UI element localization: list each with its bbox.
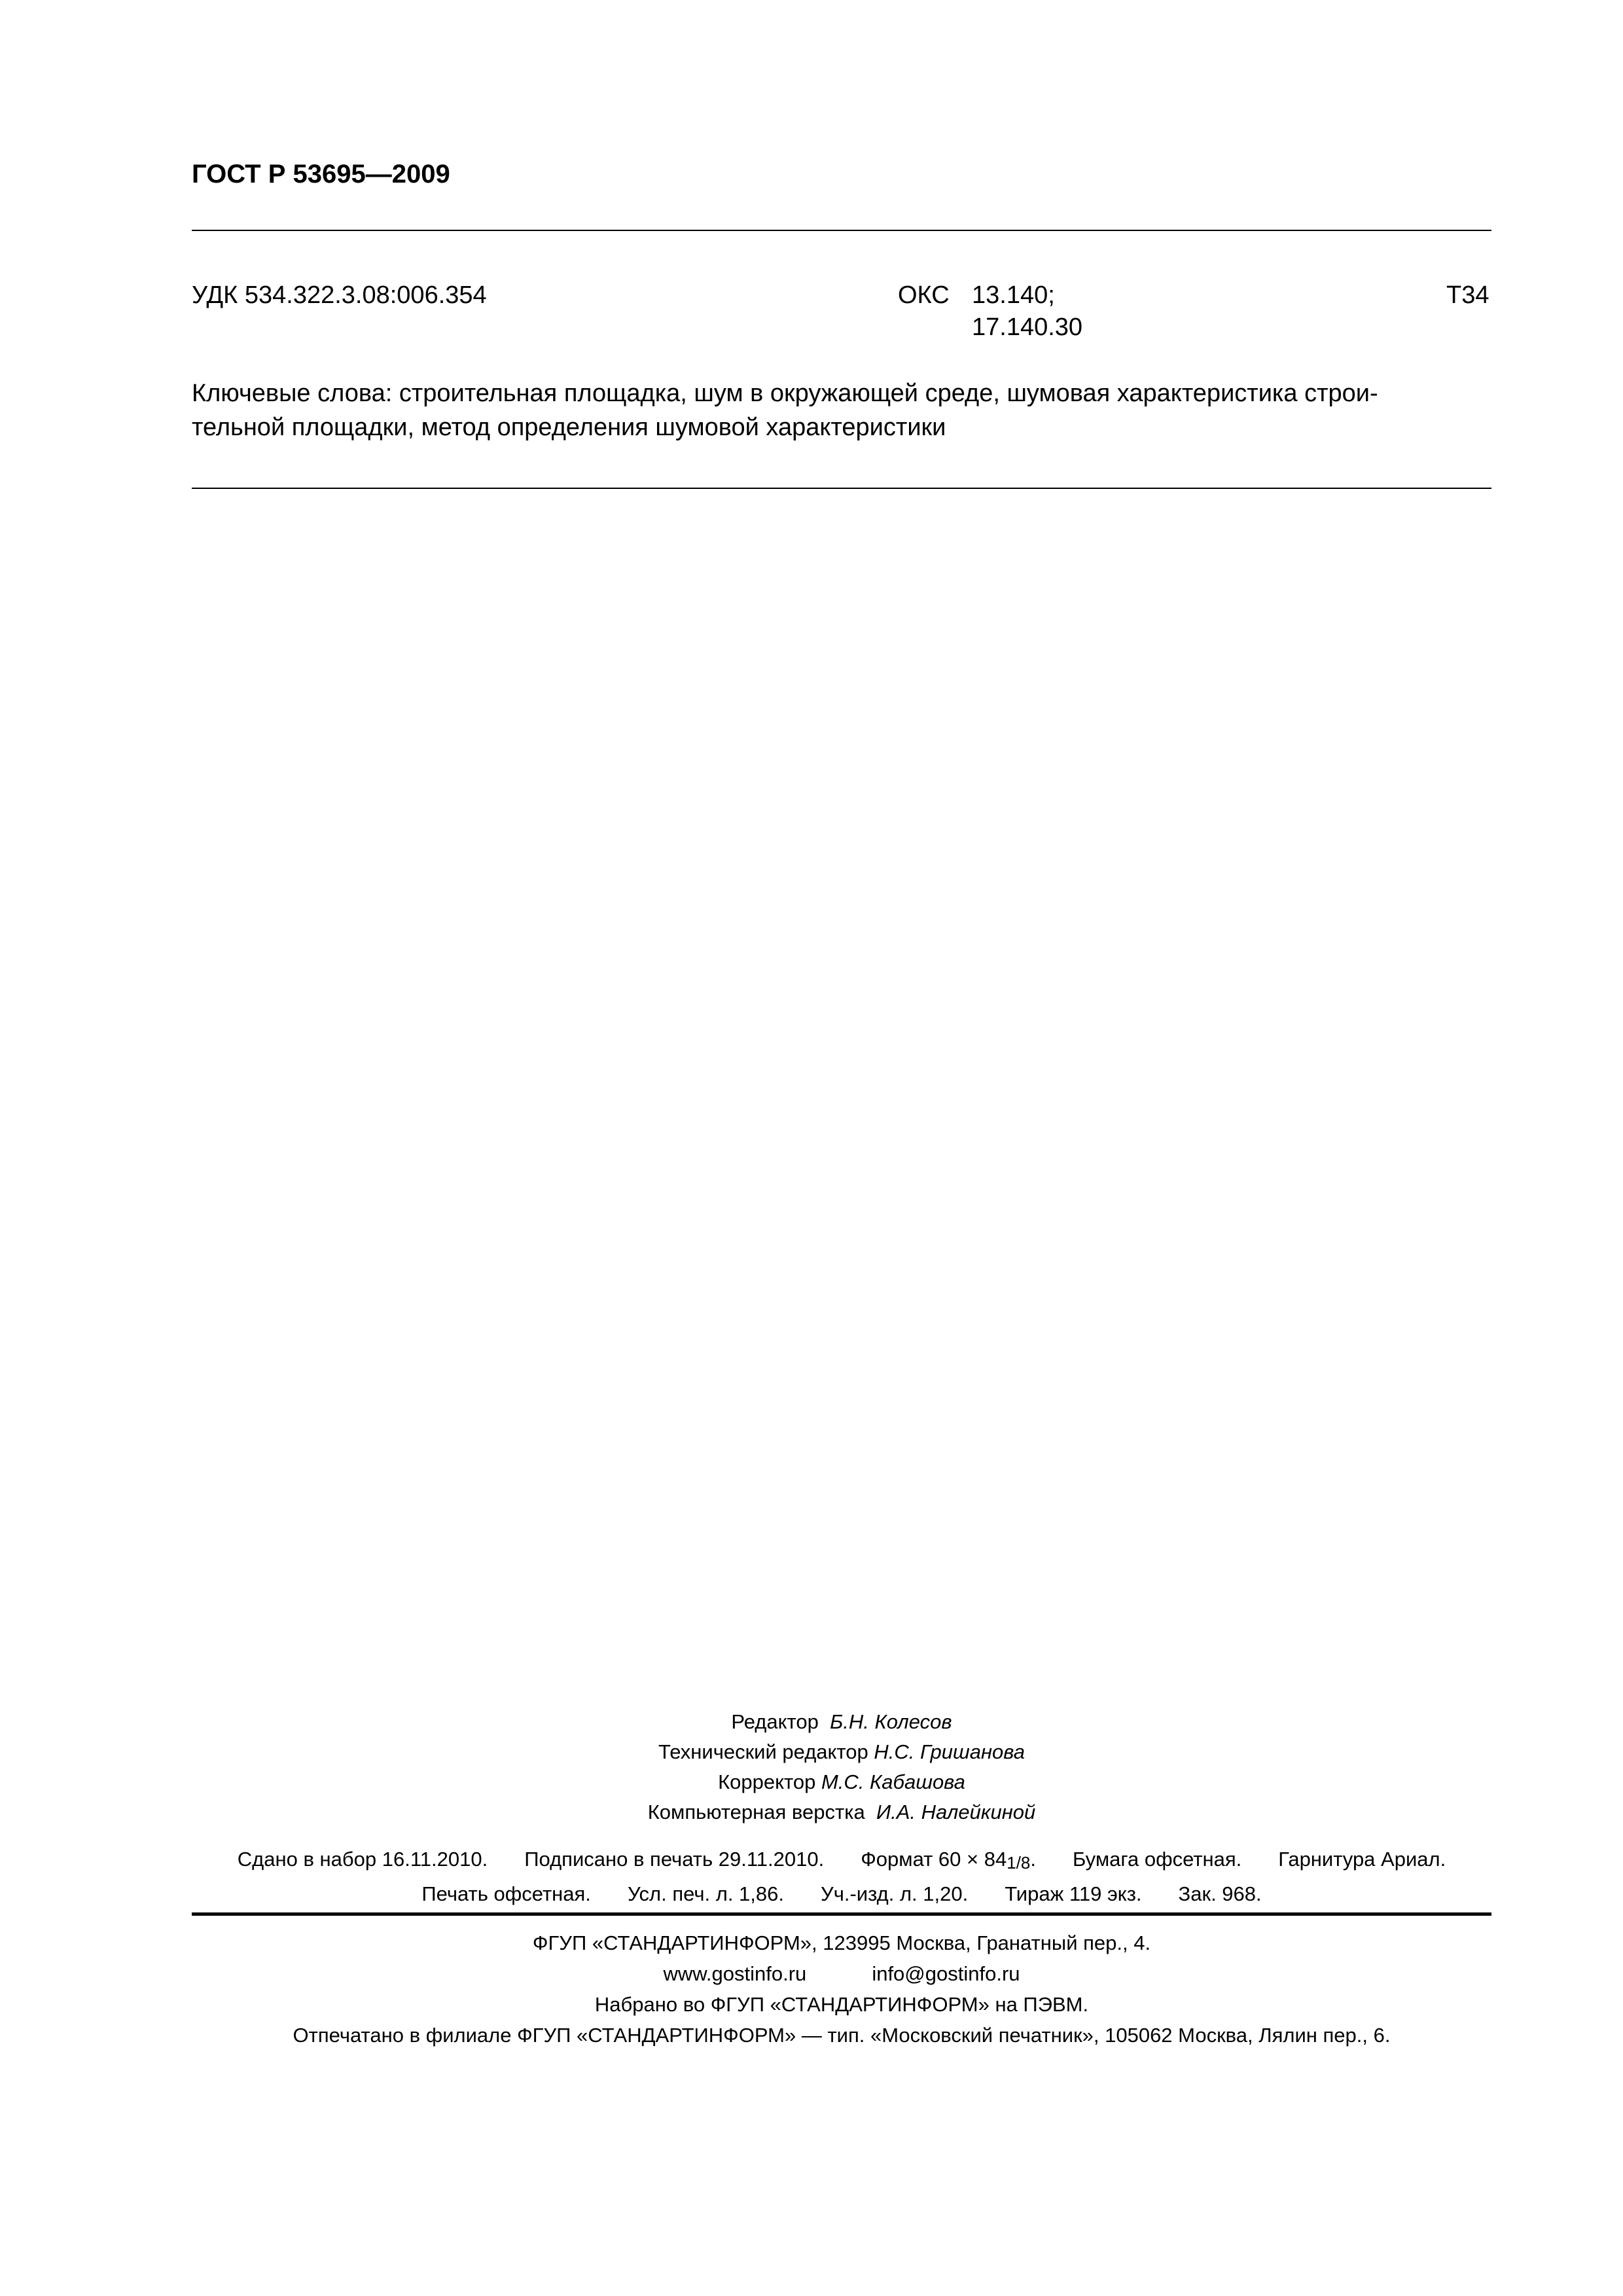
printing-type: Печать офсетная. — [421, 1882, 591, 1905]
format-suffix: . — [1030, 1848, 1037, 1871]
publisher-website: www.gostinfo.ru — [663, 1962, 807, 1985]
credit-role: Корректор — [718, 1770, 816, 1793]
credit-name: И.А. Налейкиной — [876, 1801, 1036, 1823]
keywords-line: тельной площадки, метод определения шумовой характеристики — [192, 414, 946, 441]
credit-role: Компьютерная верстка — [647, 1801, 865, 1823]
keywords-line: Ключевые слова: строительная площадка, шум в окружающей среде, шумовая характеристика строи- — [192, 380, 1378, 407]
circulation: Тираж 119 экз. — [1005, 1882, 1142, 1905]
oks-code: 17.140.30 — [972, 314, 1083, 341]
submitted-date: Сдано в набор 16.11.2010. — [237, 1848, 488, 1871]
keywords-divider — [192, 488, 1491, 489]
signed-date: Подписано в печать 29.11.2010. — [524, 1848, 825, 1871]
credit-name: Б.Н. Колесов — [830, 1710, 952, 1733]
publisher-email: info@gostinfo.ru — [872, 1962, 1020, 1985]
publisher-block — [192, 1928, 1491, 2051]
credit-name: М.С. Кабашова — [821, 1770, 965, 1793]
format-info — [861, 1848, 1036, 1871]
document-title: ГОСТ Р 53695—2009 — [192, 160, 450, 188]
printed-note: Отпечатано в филиале ФГУП «СТАНДАРТИНФОРМ» — тип. «Московский печатник», 105062 Москва, Лялин пер., 6. — [293, 2024, 1391, 2047]
oks-label: ОКС — [898, 281, 950, 309]
typeset-note: Набрано во ФГУП «СТАНДАРТИНФОРМ» на ПЭВМ. — [594, 1993, 1089, 2016]
format-fraction: 1/8 — [1007, 1853, 1031, 1873]
credit-corrector — [458, 1767, 1225, 1797]
credit-tech-editor — [458, 1737, 1225, 1767]
publisher-sheets: Уч.-изд. л. 1,20. — [821, 1882, 969, 1905]
credit-role: Редактор — [731, 1710, 819, 1733]
credit-layout — [458, 1797, 1225, 1827]
print-info-block — [192, 1844, 1491, 1910]
credit-role: Технический редактор — [658, 1740, 868, 1763]
paper-type: Бумага офсетная. — [1073, 1848, 1242, 1871]
typeface: Гарнитура Ариал. — [1278, 1848, 1446, 1871]
credits-block — [458, 1707, 1225, 1827]
credit-name: Н.С. Гришанова — [874, 1740, 1025, 1763]
order-number: Зак. 968. — [1178, 1882, 1262, 1905]
print-sheets: Усл. печ. л. 1,86. — [627, 1882, 785, 1905]
print-info-row — [192, 1878, 1491, 1910]
imprint-divider — [192, 1912, 1491, 1916]
print-info-row — [192, 1844, 1491, 1878]
keywords-block — [192, 376, 1491, 444]
oks-code: 13.140; — [972, 281, 1055, 309]
udk-code: УДК 534.322.3.08:006.354 — [192, 281, 487, 309]
t-code: Т34 — [1446, 281, 1489, 309]
publisher-address: ФГУП «СТАНДАРТИНФОРМ», 123995 Москва, Гранатный пер., 4. — [532, 1931, 1151, 1954]
credit-editor — [458, 1707, 1225, 1737]
publisher-contacts — [192, 1958, 1491, 1989]
format-prefix: Формат 60 × 84 — [861, 1848, 1007, 1871]
header-divider — [192, 230, 1491, 231]
